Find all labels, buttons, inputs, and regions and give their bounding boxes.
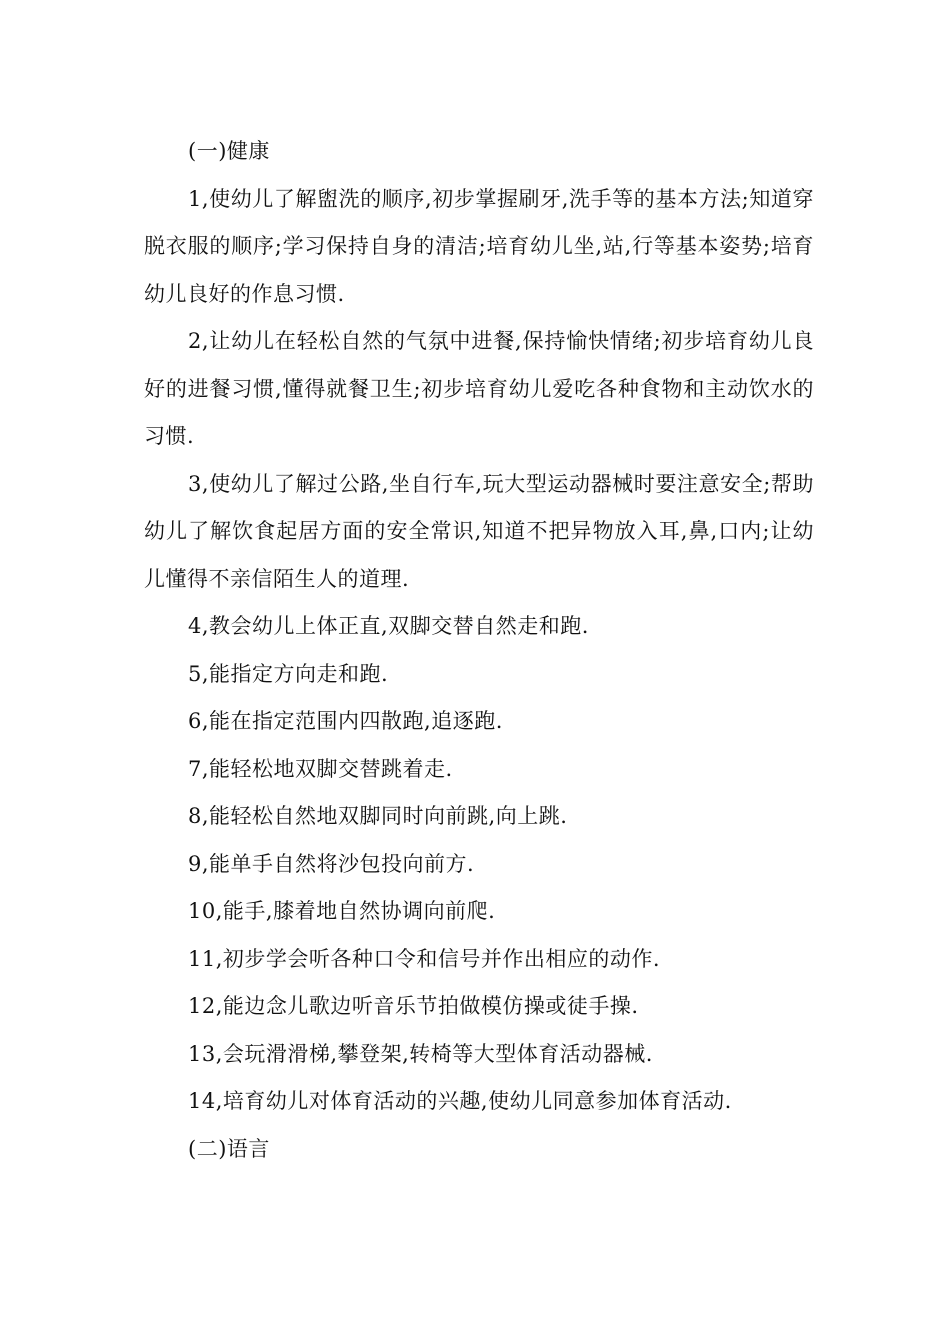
list-item-2: 2,让幼儿在轻松自然的气氛中进餐,保持愉快情绪;初步培育幼儿良好的进餐习惯,懂得就餐卫生;初步培育幼儿爱吃各种食物和主动饮水的习惯. [144,329,814,448]
list-item-6: 6,能在指定范围内四散跑,追逐跑. [188,709,503,733]
list-item-7: 7,能轻松地双脚交替跳着走. [188,756,453,781]
list-item-4: 4,教会幼儿上体正直,双脚交替自然走和跑. [188,614,589,638]
list-item-8: 8,能轻松自然地双脚同时向前跳,向上跳. [188,804,568,828]
list-item-1: 1,使幼儿了解盥洗的顺序,初步掌握刷牙,洗手等的基本方法;知道穿脱衣服的顺序;学习保持自身的清洁;培育幼儿坐,站,行等基本姿势;培育幼儿良好的作息习惯. [144,186,814,306]
list-item-3: 3,使幼儿了解过公路,坐自行车,玩大型运动器械时要注意安全;帮助幼儿了解饮食起居方面的安全常识,知道不把异物放入耳,鼻,口内;让幼儿懂得不亲信陌生人的道理. [144,471,814,591]
list-item-13: 13,会玩滑滑梯,攀登架,转椅等大型体育活动器械. [188,1041,653,1066]
document-page [144,128,814,1173]
section-heading-language: (二)语言 [188,1136,270,1161]
section-heading-health: (一)健康 [188,139,270,163]
list-item-9: 9,能单手自然将沙包投向前方. [188,851,475,876]
list-item-10: 10,能手,膝着地自然协调向前爬. [188,899,496,923]
list-item-12: 12,能边念儿歌边听音乐节拍做模仿操或徒手操. [188,994,639,1018]
list-item-11: 11,初步学会听各种口令和信号并作出相应的动作. [188,946,661,971]
list-item-5: 5,能指定方向走和跑. [188,661,389,686]
list-item-14: 14,培育幼儿对体育活动的兴趣,使幼儿同意参加体育活动. [188,1089,732,1113]
